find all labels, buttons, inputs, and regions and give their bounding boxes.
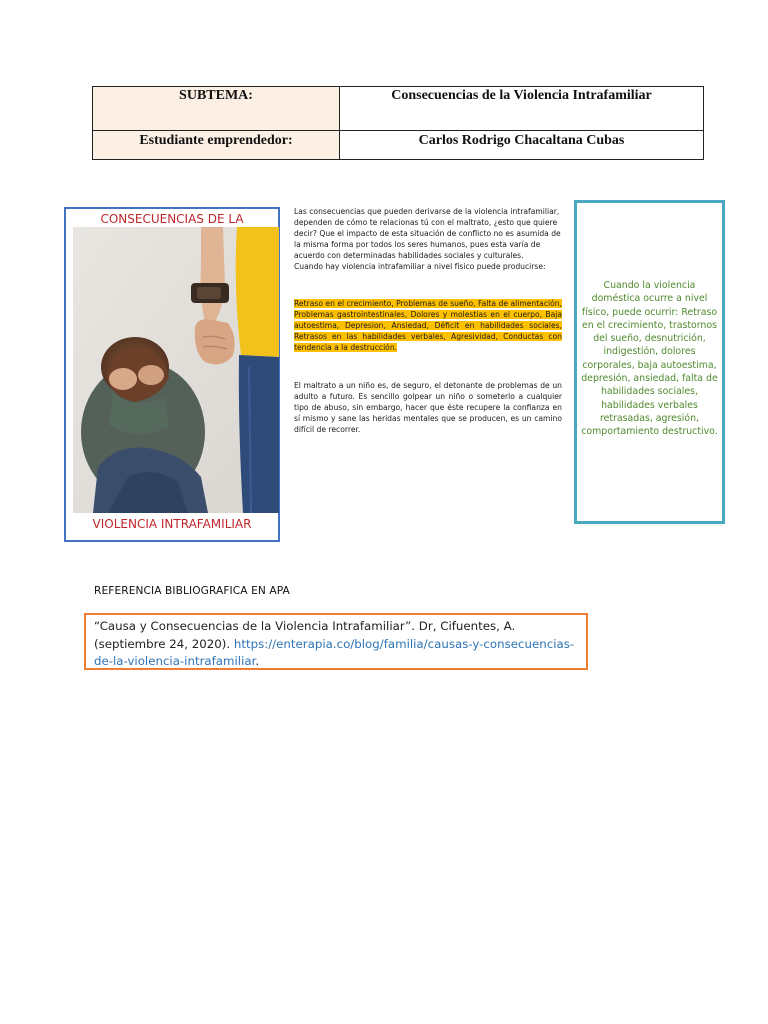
reference-link[interactable]: https://enterapia.co/blog/familia/causas-y-consecuencias-de-la-violencia-intrafamiliar — [94, 636, 575, 668]
reference-link-end: . — [255, 654, 260, 668]
estudiante-label: Estudiante emprendedor: — [139, 133, 293, 148]
poster — [64, 207, 280, 542]
estudiante-row — [93, 131, 704, 160]
poster-photo — [73, 227, 279, 513]
side-summary-text: Cuando la violencia doméstica ocurre a nivel físico, puede ocurrir: Retraso en el crecimiento, trastornos del sueño, desnutrición, indigestión, dolores corporales, baja autoestima, depresión, ansiedad, falta de habilidades sociales, habilidades verbales retrasadas, agresión, comportamiento destructivo. — [581, 280, 718, 438]
estudiante-value-cell — [340, 131, 704, 160]
intro-paragraph: Las consecuencias que pueden derivarse de la violencia intrafamiliar, dependen de cómo te relacionas tú con el maltrato, ¿esto que quiere decir? Que el impacto de esta situación de conflicto no es asumida de la misma forma por todos los seres humanos, pues esta varía de acuerdo con determinadas habilidades sociales y culturales. — [294, 207, 561, 261]
subtema-value: Consecuencias de la Violencia Intrafamiliar — [391, 88, 652, 103]
middle-text-column — [294, 206, 562, 436]
subtema-value-cell — [340, 87, 704, 131]
reference-citation: “Causa y Consecuencias de la Violencia Intrafamiliar”. Dr, Cifuentes, A. (septiembre 24, 2020). — [94, 619, 516, 651]
header-table — [92, 86, 704, 160]
physical-level-paragraph: Cuando hay violencia intrafamiliar a nivel físico puede producirse: — [294, 262, 546, 272]
highlighted-consequences — [294, 298, 562, 353]
side-summary-box — [574, 200, 725, 524]
subtema-label: SUBTEMA: — [179, 88, 253, 103]
subtema-row — [93, 87, 704, 131]
poster-title-top: CONSECUENCIAS DE LA — [100, 212, 244, 226]
poster-title-bottom: VIOLENCIA INTRAFAMILIAR — [92, 517, 252, 531]
child-abuse-paragraph: El maltrato a un niño es, de seguro, el detonante de problemas de un adulto a futuro. Es sencillo golpear un niño o someterlo a cualquier tipo de abuso, sin embargo, hacer que éste recupere la confianza en sí mismo y sane las heridas mentales que se producen, es un camino difícil de recorrer. — [294, 381, 562, 435]
reference-heading: REFERENCIA BIBLIOGRAFICA EN APA — [94, 585, 290, 597]
estudiante-label-cell — [93, 131, 340, 160]
violence-scene-image — [73, 227, 279, 513]
highlighted-consequences-text: Retraso en el crecimiento, Problemas de sueño, Falta de alimentación, Problemas gastrointestinales, Dolores y molestias en el cuerpo, Baja autoestima, Depresion, Ansiedad, Déficit en habilidades sociales, Retrasos en las habilidades verbales, Agresividad, Conductas con tendencia a la destrucción. — [294, 298, 562, 352]
reference-box — [84, 613, 588, 670]
estudiante-value: Carlos Rodrigo Chacaltana Cubas — [418, 133, 625, 148]
subtema-label-cell — [93, 87, 340, 131]
